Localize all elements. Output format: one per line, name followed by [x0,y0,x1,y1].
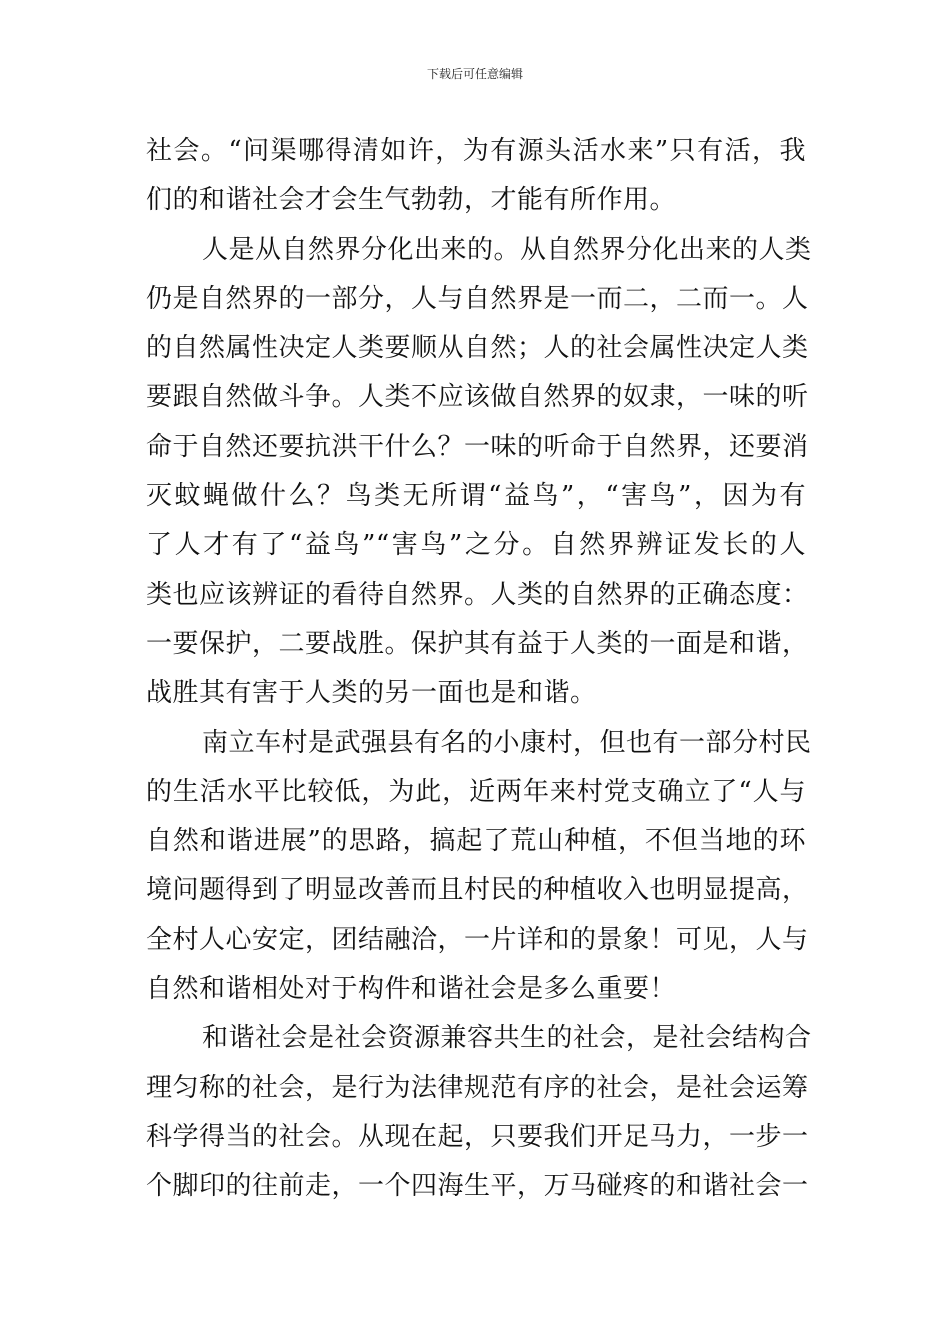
text-line: 全村人心安定，团结融洽，一片详和的景象！可见，人与 [146,924,809,955]
text-line: 自然和谐进展”的思路，搞起了荒山种植，不但当地的环 [146,826,806,857]
text-line: 类也应该辨证的看待自然界。人类的自然界的正确态度： [146,579,809,610]
text-line: 理匀称的社会，是行为法律规范有序的社会，是社会运筹 [146,1072,809,1103]
text-line: 境问题得到了明显改善而且村民的种植收入也明显提高， [146,875,809,906]
text-line: 和谐社会是社会资源兼容共生的社会，是社会结构合 [202,1023,812,1054]
text-line: 们的和谐社会才会生气勃勃，才能有所作用。 [146,185,677,216]
text-line: 战胜其有害于人类的另一面也是和谐。 [146,678,597,709]
text-line: 科学得当的社会。从现在起，只要我们开足马力，一步一 [146,1121,809,1152]
text-line: 命于自然还要抗洪干什么？一味的听命于自然界，还要消 [146,431,809,462]
text-line: 了人才有了“益鸟”“害鸟”之分。自然界辨证发长的人 [146,530,806,561]
text-line: 要跟自然做斗争。人类不应该做自然界的奴隶，一味的听 [146,382,809,413]
text-line: 的自然属性决定人类要顺从自然；人的社会属性决定人类 [146,333,809,364]
text-line: 仍是自然界的一部分，人与自然界是一而二，二而一。人 [146,283,809,314]
text-line: 灭蚊蝇做什么？鸟类无所谓“益鸟”，“害鸟”，因为有 [146,481,806,512]
text-line: 个脚印的往前走，一个四海生平，万马碰疼的和谐社会一 [146,1171,809,1202]
text-line: 一要保护，二要战胜。保护其有益于人类的一面是和谐， [146,628,809,659]
text-line: 南立车村是武强县有名的小康村，但也有一部分村民 [202,727,812,758]
page-header: 下载后可任意编辑 [426,67,523,81]
text-line: 的生活水平比较低，为此，近两年来村党支确立了“人与 [146,776,806,807]
text-line: 社会。“问渠哪得清如许，为有源头活水来”只有活，我 [146,136,806,166]
document-body [146,127,812,1212]
text-line: 自然和谐相处对于构件和谐社会是多么重要！ [146,974,677,1005]
text-line: 人是从自然界分化出来的。从自然界分化出来的人类 [202,234,812,265]
